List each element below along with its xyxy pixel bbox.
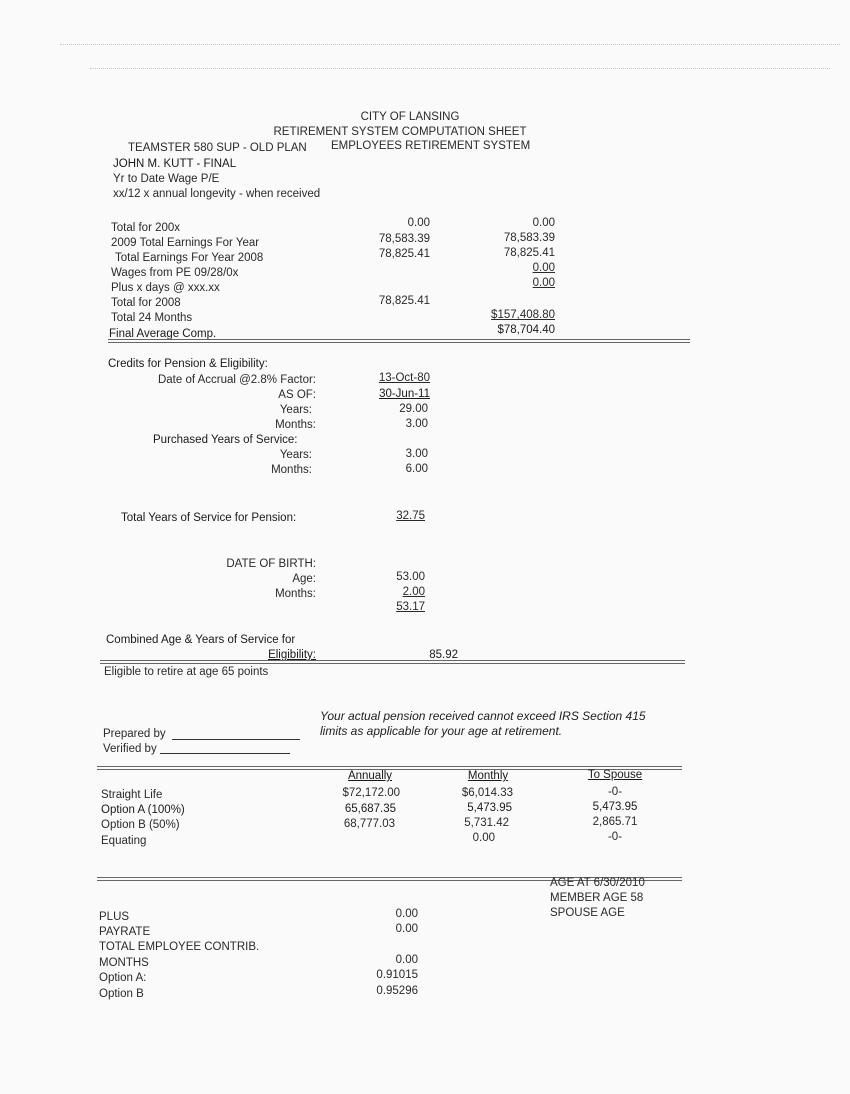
years-label: Years: <box>279 404 312 416</box>
eligibility-rule <box>100 660 685 664</box>
option-label: Option B (50%) <box>101 819 180 831</box>
purchased-years-value: 3.00 <box>405 448 428 460</box>
earnings-col2: 0.00 <box>532 262 555 274</box>
age-at-label: AGE AT 6/30/2010 <box>550 877 645 889</box>
earnings-label: Total for 2008 <box>111 297 181 309</box>
member-name: JOHN M. KUTT - FINAL <box>113 158 237 170</box>
option-annually: 68,777.03 <box>343 818 395 830</box>
purchased-months-label: Months: <box>271 464 312 476</box>
option-spouse: -0- <box>607 786 623 798</box>
accrual-label: Date of Accrual @2.8% Factor: <box>157 374 316 386</box>
earnings-col1: 0.00 <box>407 217 430 229</box>
option-monthly: $6,014.33 <box>461 787 513 799</box>
earnings-col2: 0.00 <box>532 277 555 289</box>
option-spouse: -0- <box>607 831 623 843</box>
dob-label: DATE OF BIRTH: <box>226 558 316 570</box>
bottom-label: PLUS <box>99 911 130 923</box>
option-label: Straight Life <box>101 789 163 801</box>
earnings-rule <box>108 339 690 343</box>
verified-by-label: Verified by <box>103 743 157 755</box>
earnings-label: Total Earnings For Year 2008 <box>115 252 264 264</box>
col-header-spouse: To Spouse <box>587 769 643 781</box>
option-annually: $72,172.00 <box>342 787 400 799</box>
earnings-col2: 78,825.41 <box>503 247 555 259</box>
earnings-col1: 78,825.41 <box>378 248 430 260</box>
scan-artifact-line <box>60 44 840 45</box>
city-title: CITY OF LANSING <box>360 111 460 123</box>
bottom-label: Option B <box>99 988 144 1000</box>
credits-heading: Credits for Pension & Eligibility: <box>108 358 268 370</box>
scan-artifact-line <box>90 68 830 69</box>
employees-system: EMPLOYEES RETIREMENT SYSTEM <box>331 140 531 152</box>
col-header-monthly: Monthly <box>467 770 509 782</box>
age-months-label: Months: <box>275 588 316 600</box>
earnings-label: Plus x days @ xxx.xx <box>111 282 220 294</box>
earnings-label: Total 24 Months <box>111 312 193 324</box>
bottom-value: 0.95296 <box>376 985 418 997</box>
irs-note-line2: limits as applicable for your age at retirement. <box>320 724 563 738</box>
asof-date: 30-Jun-11 <box>379 388 430 400</box>
purchased-years-label: Years: <box>279 449 312 461</box>
bottom-value: 0.00 <box>395 908 418 920</box>
option-label: Equating <box>101 835 147 847</box>
option-spouse: 5,473.95 <box>592 801 638 813</box>
prepared-by-label: Prepared by <box>103 728 166 740</box>
option-label: Option A (100%) <box>101 804 185 816</box>
prepared-by-field[interactable] <box>172 739 300 740</box>
earnings-label: Wages from PE 09/28/0x <box>111 267 239 279</box>
earnings-col2: 0.00 <box>532 217 555 229</box>
bottom-label: Option A: <box>99 972 147 984</box>
combined-label: Combined Age & Years of Service for <box>106 634 296 646</box>
option-spouse: 2,865.71 <box>592 816 638 828</box>
option-monthly: 0.00 <box>472 832 495 844</box>
accrual-date: 13-Oct-80 <box>378 372 430 384</box>
age-label: Age: <box>292 573 316 585</box>
age-total-value: 53.17 <box>396 601 425 613</box>
earnings-label: Total for 200x <box>111 222 181 234</box>
bottom-value: 0.00 <box>395 954 418 966</box>
earnings-col1: 78,583.39 <box>378 233 430 245</box>
bottom-value: 0.91015 <box>376 969 418 981</box>
purchased-label: Purchased Years of Service: <box>153 434 298 446</box>
bottom-label: TOTAL EMPLOYEE CONTRIB. <box>99 941 260 953</box>
asof-label: AS OF: <box>278 389 316 401</box>
eligible-note: Eligible to retire at age 65 points <box>104 666 269 678</box>
earnings-col1: 78,825.41 <box>378 295 430 307</box>
combined-value: 85.92 <box>429 649 458 661</box>
final-average-label: Final Average Comp. <box>109 328 217 340</box>
earnings-col2: $157,408.80 <box>491 309 555 321</box>
bottom-label: MONTHS <box>99 957 149 969</box>
total-service-label: Total Years of Service for Pension: <box>121 512 297 524</box>
earnings-col2: 78,583.39 <box>503 232 555 244</box>
longevity-note: xx/12 x annual longevity - when received <box>113 188 321 200</box>
col-header-annually: Annually <box>347 770 393 782</box>
member-age: MEMBER AGE 58 <box>550 892 644 904</box>
option-annually: 65,687.35 <box>344 803 396 815</box>
option-monthly: 5,731.42 <box>464 817 509 829</box>
plan-name: TEAMSTER 580 SUP - OLD PLAN <box>128 142 307 154</box>
eligibility-label: Eligibility: <box>268 649 316 661</box>
system-title: RETIREMENT SYSTEM COMPUTATION SHEET <box>273 126 527 138</box>
bottom-value: 0.00 <box>395 923 418 935</box>
spouse-age: SPOUSE AGE <box>550 907 625 919</box>
wage-note: Yr to Date Wage P/E <box>113 173 220 185</box>
age-months-value: 2.00 <box>402 586 425 598</box>
earnings-label: 2009 Total Earnings For Year <box>111 237 260 249</box>
total-service-value: 32.75 <box>396 510 425 522</box>
irs-note-line1: Your actual pension received cannot exceed IRS Section 415 <box>320 709 646 723</box>
months-value: 3.00 <box>405 418 428 430</box>
age-value: 53.00 <box>396 571 425 583</box>
final-average-value: $78,704.40 <box>497 324 555 336</box>
months-label: Months: <box>275 419 316 431</box>
option-monthly: 5,473.95 <box>467 802 512 814</box>
purchased-months-value: 6.00 <box>405 463 428 475</box>
verified-by-field[interactable] <box>160 753 290 754</box>
bottom-label: PAYRATE <box>99 926 151 938</box>
years-value: 29.00 <box>399 403 428 415</box>
